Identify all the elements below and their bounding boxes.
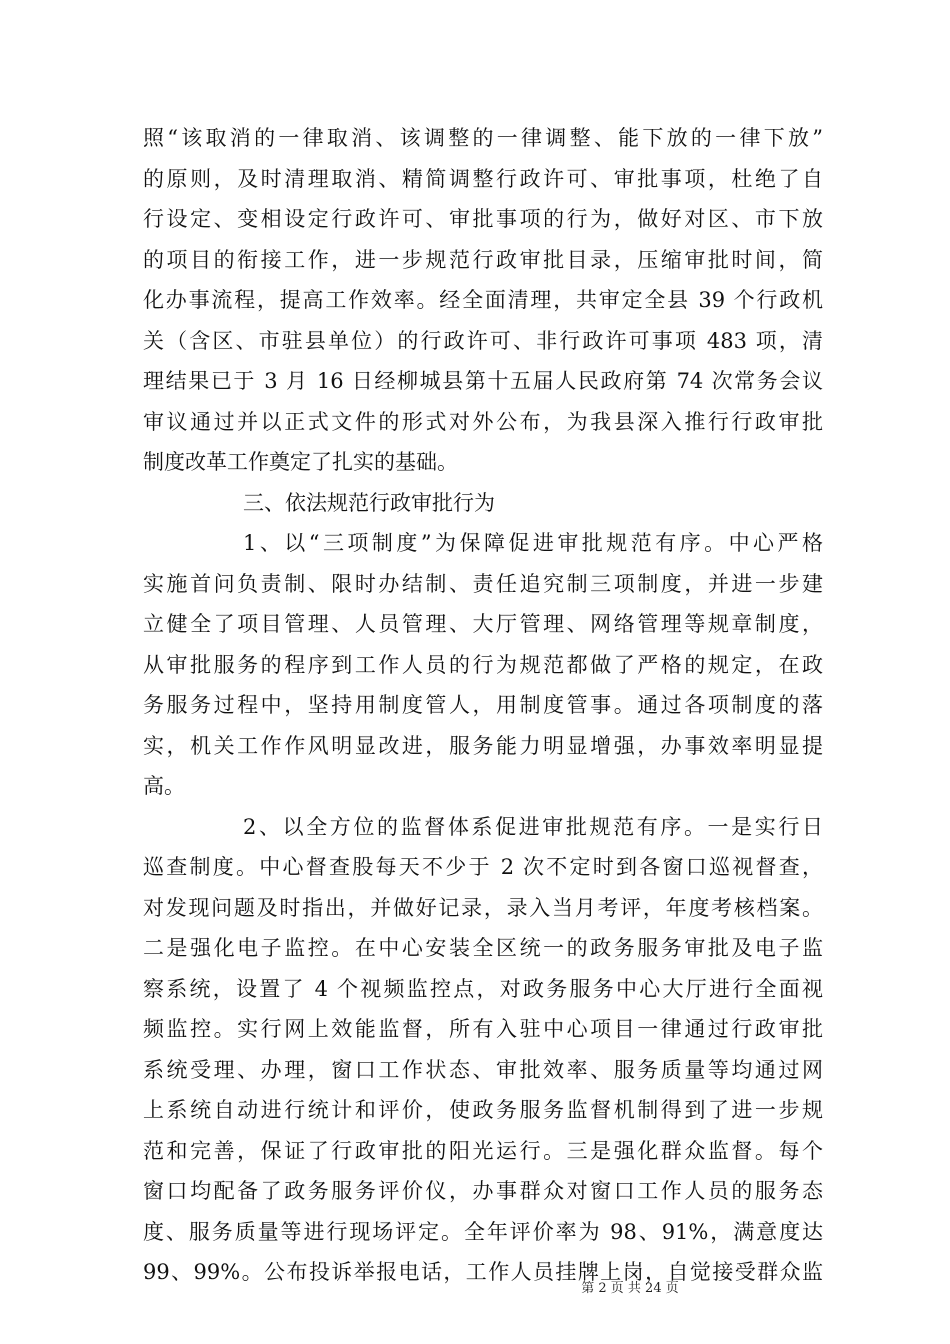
- text-line: 上系统自动进行统计和评价，使政务服务监督机制得到了进一步规: [143, 1098, 823, 1122]
- page-number-footer: 第 2 页 共 24 页: [581, 1281, 679, 1296]
- text-line: 的原则，及时清理取消、精简调整行政许可、审批事项，杜绝了自: [143, 166, 823, 191]
- text-line: 的项目的衔接工作，进一步规范行政审批目录，压缩审批时间，简: [143, 247, 823, 272]
- text-line: 照“该取消的一律取消、该调整的一律调整、能下放的一律下放”: [143, 126, 823, 150]
- text-line: 务服务过程中，坚持用制度管人，用制度管事。通过各项制度的落: [143, 693, 823, 717]
- text-line: 从审批服务的程序到工作人员的行为规范都做了严格的规定，在政: [143, 652, 823, 677]
- text-line: 对发现问题及时指出，并做好记录，录入当月考评，年度考核档案。: [143, 895, 823, 920]
- text-line: 二是强化电子监控。在中心安装全区统一的政务服务审批及电子监: [143, 936, 823, 960]
- text-line: 制度改革工作奠定了扎实的基础。: [143, 450, 458, 474]
- text-line: 立健全了项目管理、人员管理、大厅管理、网络管理等规章制度，: [143, 612, 823, 636]
- text-line: 范和完善，保证了行政审批的阳光运行。三是强化群众监督。每个: [143, 1138, 823, 1163]
- text-line: 察系统，设置了 4 个视频监控点，对政务服务中心大厅进行全面视: [143, 976, 823, 1001]
- text-line: 行设定、变相设定行政许可、审批事项的行为，做好对区、市下放: [143, 207, 823, 231]
- text-line: 频监控。实行网上效能监督，所有入驻中心项目一律通过行政审批: [143, 1017, 823, 1041]
- text-line: 度、服务质量等进行现场评定。全年评价率为 98、91%，满意度达: [143, 1219, 823, 1244]
- text-line: 化办事流程，提高工作效率。经全面清理，共审定全县 39 个行政机: [143, 288, 823, 312]
- text-line: 关（含区、市驻县单位）的行政许可、非行政许可事项 483 项，清: [143, 328, 823, 353]
- text-line: 窗口均配备了政务服务评价仪，办事群众对窗口工作人员的服务态: [143, 1179, 823, 1203]
- paragraph-first-line: 1、以“三项制度”为保障促进审批规范有序。中心严格: [243, 531, 823, 555]
- text-line: 实，机关工作作风明显改进，服务能力明显增强，办事效率明显提: [143, 733, 823, 758]
- section-heading: 三、依法规范行政审批行为: [243, 490, 495, 515]
- text-line: 审议通过并以正式文件的形式对外公布，为我县深入推行行政审批: [143, 409, 823, 434]
- text-line: 实施首问负责制、限时办结制、责任追究制三项制度，并进一步建: [143, 571, 823, 596]
- text-line: 巡查制度。中心督查股每天不少于 2 次不定时到各窗口巡视督查，: [143, 855, 823, 879]
- paragraph-first-line: 2、以全方位的监督体系促进审批规范有序。一是实行日: [243, 814, 823, 839]
- text-line: 99、99%。公布投诉举报电话，工作人员挂牌上岗，自觉接受群众监: [143, 1260, 823, 1284]
- text-line: 高。: [143, 774, 185, 798]
- text-line: 系统受理、办理，窗口工作状态、审批效率、服务质量等均通过网: [143, 1057, 823, 1082]
- document-body: [143, 118, 823, 1293]
- text-line: 理结果已于 3 月 16 日经柳城县第十五届人民政府第 74 次常务会议: [143, 369, 823, 393]
